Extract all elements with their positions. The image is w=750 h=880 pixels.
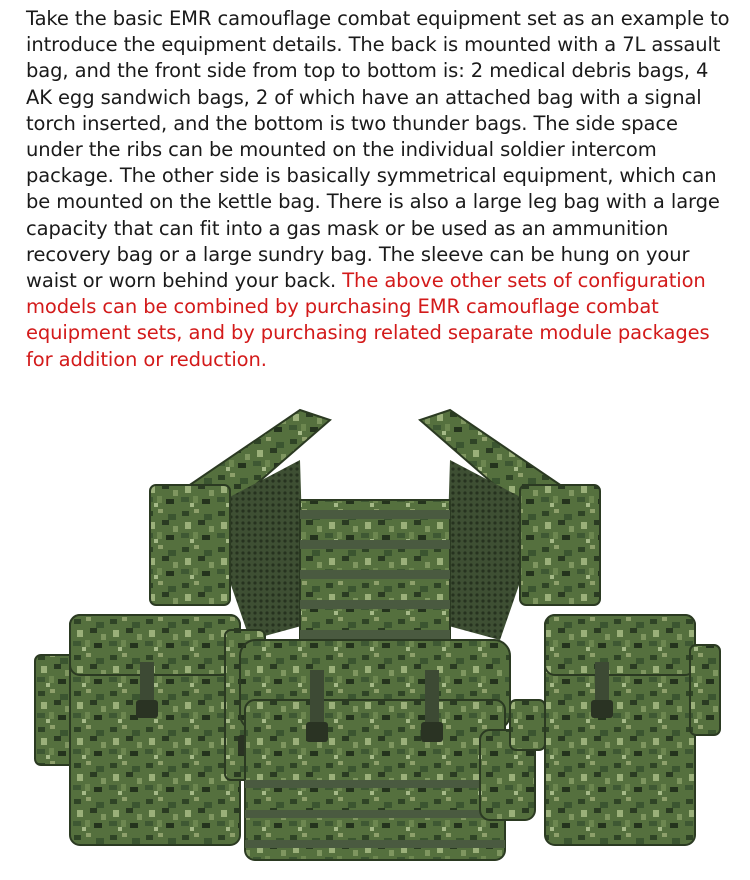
description-main-text: Take the basic EMR camouflage combat equipment set as an example to introduce the equipment details. The back is mounted with a 7L assault bag, and the front side from top to bottom is: 2 medical debris bags, 4 AK egg sandwich bags, 2 of which have an attached bag with a signal torch inserted, and the bottom is two thunder bags. The side space under the ribs can be mounted on the individual soldier intercom package. The other side is basically symmetrical equipment, which can be mounted on the kettle bag. There is also a large leg bag with a large capacity that can fit into a gas mask or be used as an ammunition recovery bag or a large sundry bag. The sleeve can be hung on your waist or worn behind your back. (26, 7, 730, 293)
upper-left-pouch (150, 485, 230, 605)
product-photo-tactical-vest (0, 400, 750, 880)
upper-right-pouch (520, 485, 600, 605)
right-pouch-cluster (480, 615, 720, 845)
center-front-pouch (240, 640, 510, 860)
description-highlight-text: The above other sets of configuration models can be combined by purchasing EMR camouflage combat equipment sets, and by purchasing related separate module packages for addition or reduction. (26, 269, 710, 371)
left-pouch-cluster (35, 615, 265, 845)
product-description (26, 6, 738, 373)
center-molle-panel (300, 500, 450, 650)
